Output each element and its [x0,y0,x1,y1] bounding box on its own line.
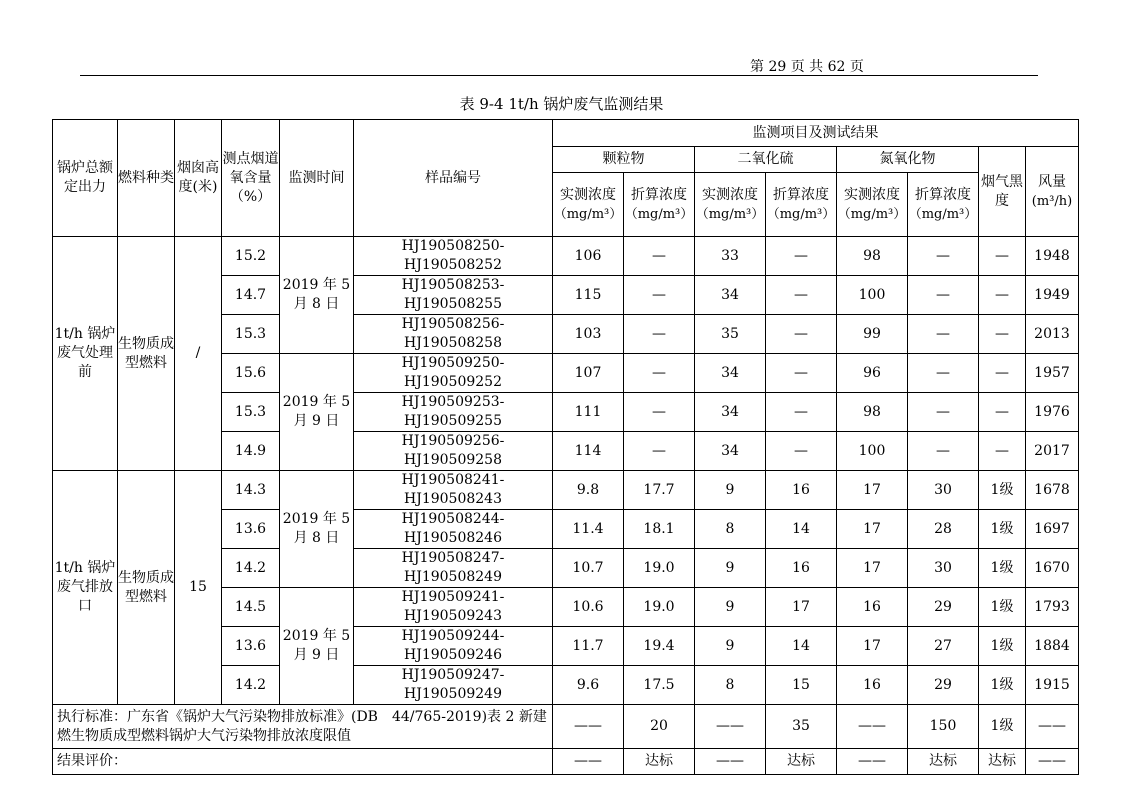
nox-measured-cell: 100 [837,276,908,315]
so2-converted-cell: 14 [766,627,837,666]
oxygen-cell: 14.3 [222,471,280,510]
sample-id-cell: HJ190508250- HJ190508252 [354,237,553,276]
standard-pm-converted: 20 [624,705,695,749]
smoke-blackness-cell: — [979,237,1026,276]
standard-air-volume: —— [1026,705,1079,749]
header-pm-measured: 实测浓度 （mg/m³） [553,173,624,237]
nox-converted-cell: 30 [908,549,979,588]
smoke-blackness-cell: 1级 [979,549,1026,588]
nox-measured-cell: 17 [837,627,908,666]
so2-converted-cell: — [766,354,837,393]
stack-height-cell: / [175,237,222,471]
air-volume-cell: 1697 [1026,510,1079,549]
oxygen-cell: 14.9 [222,432,280,471]
oxygen-cell: 15.6 [222,354,280,393]
sample-id-cell: HJ190508241- HJ190508243 [354,471,553,510]
header-nox-converted: 折算浓度 （mg/m³） [908,173,979,237]
monitor-date-cell: 2019 年 5 月 9 日 [280,588,354,705]
so2-converted-cell: — [766,315,837,354]
pm-converted-cell: 19.4 [624,627,695,666]
so2-measured-cell: 34 [695,276,766,315]
oxygen-cell: 13.6 [222,627,280,666]
so2-measured-cell: 9 [695,588,766,627]
standard-nox-measured: —— [837,705,908,749]
smoke-blackness-cell: — [979,276,1026,315]
oxygen-cell: 14.2 [222,549,280,588]
header-fuel-type: 燃料种类 [118,120,175,237]
air-volume-label: 风量 [1038,173,1066,190]
pm-converted-cell: — [624,315,695,354]
so2-converted-cell: — [766,237,837,276]
air-volume-cell: 1949 [1026,276,1079,315]
so2-measured-cell: 34 [695,432,766,471]
sample-id-cell: HJ190508253- HJ190508255 [354,276,553,315]
nox-converted-cell: 29 [908,588,979,627]
air-volume-cell: 1915 [1026,666,1079,705]
air-volume-cell: 1793 [1026,588,1079,627]
header-stack-height: 烟囱高度(米) [175,120,222,237]
evaluation-air-volume: —— [1026,749,1079,775]
sample-id-cell: HJ190509247- HJ190509249 [354,666,553,705]
evaluation-label: 结果评价： [53,749,553,775]
pm-measured-cell: 111 [553,393,624,432]
header-particulate: 颗粒物 [553,147,695,173]
pm-measured-cell: 103 [553,315,624,354]
table-row [53,237,1079,276]
pm-converted-cell: — [624,393,695,432]
pm-measured-cell: 107 [553,354,624,393]
header-items-results: 监测项目及测试结果 [553,120,1079,147]
sample-id-cell: HJ190509253- HJ190509255 [354,393,553,432]
header-so2-converted: 折算浓度 （mg/m³） [766,173,837,237]
oxygen-cell: 14.2 [222,666,280,705]
header-so2: 二氧化硫 [695,147,837,173]
pm-measured-cell: 9.8 [553,471,624,510]
header-nox-measured: 实测浓度 （mg/m³） [837,173,908,237]
so2-measured-cell: 9 [695,627,766,666]
so2-converted-cell: — [766,432,837,471]
header-monitor-time: 监测时间 [280,120,354,237]
location-cell: 1t/h 锅炉废气排放口 [53,471,118,705]
standard-label: 执行标准：广东省《锅炉大气污染物排放标准》(DB 44/765-2019)表 2 新建燃生物质成型燃料锅炉大气污染物排放浓度限值 [53,705,553,749]
smoke-blackness-cell: 1级 [979,588,1026,627]
standard-so2-measured: —— [695,705,766,749]
air-volume-cell: 1884 [1026,627,1079,666]
pm-converted-cell: 19.0 [624,549,695,588]
so2-converted-cell: 16 [766,471,837,510]
pm-measured-cell: 10.7 [553,549,624,588]
header-nox: 氮氧化物 [837,147,979,173]
stack-height-cell: 15 [175,471,222,705]
nox-converted-cell: — [908,432,979,471]
nox-measured-cell: 16 [837,588,908,627]
monitor-date-cell: 2019 年 5 月 8 日 [280,471,354,588]
pm-measured-cell: 9.6 [553,666,624,705]
pm-converted-cell: 19.0 [624,588,695,627]
nox-converted-cell: 29 [908,666,979,705]
air-volume-cell: 2013 [1026,315,1079,354]
standard-nox-converted: 150 [908,705,979,749]
air-volume-cell: 1670 [1026,549,1079,588]
pm-converted-cell: — [624,432,695,471]
nox-converted-cell: — [908,315,979,354]
evaluation-nox-converted: 达标 [908,749,979,775]
header-air-volume [1026,147,1079,237]
evaluation-so2-converted: 达标 [766,749,837,775]
nox-converted-cell: — [908,393,979,432]
header-so2-measured: 实测浓度 （mg/m³） [695,173,766,237]
pm-measured-cell: 114 [553,432,624,471]
evaluation-so2-measured: —— [695,749,766,775]
pm-measured-cell: 11.7 [553,627,624,666]
nox-measured-cell: 99 [837,315,908,354]
so2-converted-cell: — [766,276,837,315]
smoke-blackness-cell: — [979,354,1026,393]
pm-converted-cell: 17.5 [624,666,695,705]
pm-converted-cell: — [624,237,695,276]
nox-measured-cell: 16 [837,666,908,705]
air-volume-cell: 1948 [1026,237,1079,276]
standard-pm-measured: —— [553,705,624,749]
so2-measured-cell: 9 [695,471,766,510]
nox-measured-cell: 98 [837,393,908,432]
pm-converted-cell: 18.1 [624,510,695,549]
so2-measured-cell: 8 [695,666,766,705]
smoke-blackness-cell: — [979,432,1026,471]
smoke-blackness-cell: — [979,315,1026,354]
evaluation-pm-converted: 达标 [624,749,695,775]
header-divider [80,75,1038,76]
nox-converted-cell: — [908,237,979,276]
sample-id-cell: HJ190509250- HJ190509252 [354,354,553,393]
so2-measured-cell: 8 [695,510,766,549]
header-oxygen: 测点烟道氧含量（%） [222,120,280,237]
air-volume-cell: 2017 [1026,432,1079,471]
so2-measured-cell: 34 [695,354,766,393]
monitor-date-cell: 2019 年 5 月 8 日 [280,237,354,354]
sample-id-cell: HJ190509241- HJ190509243 [354,588,553,627]
nox-converted-cell: 30 [908,471,979,510]
oxygen-cell: 15.3 [222,393,280,432]
oxygen-cell: 13.6 [222,510,280,549]
monitor-date-cell: 2019 年 5 月 9 日 [280,354,354,471]
oxygen-cell: 15.3 [222,315,280,354]
nox-measured-cell: 17 [837,471,908,510]
page-number: 第 29 页 共 62 页 [750,59,864,75]
so2-converted-cell: 15 [766,666,837,705]
nox-converted-cell: — [908,354,979,393]
oxygen-cell: 15.2 [222,237,280,276]
pm-converted-cell: 17.7 [624,471,695,510]
fuel-cell: 生物质成型燃料 [118,471,175,705]
air-volume-unit: (m³/h) [1031,193,1073,209]
pm-converted-cell: — [624,276,695,315]
header-pm-converted: 折算浓度 （mg/m³） [624,173,695,237]
fuel-cell: 生物质成型燃料 [118,237,175,471]
evaluation-smoke-blackness: 达标 [979,749,1026,775]
nox-converted-cell: 28 [908,510,979,549]
location-cell: 1t/h 锅炉废气处理前 [53,237,118,471]
table-caption: 表 9-4 1t/h 锅炉废气监测结果 [459,95,664,113]
nox-measured-cell: 100 [837,432,908,471]
nox-converted-cell: 27 [908,627,979,666]
pm-measured-cell: 106 [553,237,624,276]
monitoring-results-table [52,119,1079,775]
oxygen-cell: 14.7 [222,276,280,315]
so2-converted-cell: 16 [766,549,837,588]
standard-so2-converted: 35 [766,705,837,749]
so2-measured-cell: 33 [695,237,766,276]
smoke-blackness-cell: 1级 [979,666,1026,705]
standard-smoke-blackness: 1级 [979,705,1026,749]
header-boiler-capacity: 锅炉总额定出力 [53,120,118,237]
sample-id-cell: HJ190509244- HJ190509246 [354,627,553,666]
evaluation-nox-measured: —— [837,749,908,775]
smoke-blackness-cell: 1级 [979,510,1026,549]
so2-converted-cell: 14 [766,510,837,549]
so2-measured-cell: 34 [695,393,766,432]
table-row [53,471,1079,510]
header-sample-id: 样品编号 [354,120,553,237]
smoke-blackness-cell: 1级 [979,627,1026,666]
air-volume-cell: 1976 [1026,393,1079,432]
evaluation-pm-measured: —— [553,749,624,775]
sample-id-cell: HJ190509256- HJ190509258 [354,432,553,471]
sample-id-cell: HJ190508244- HJ190508246 [354,510,553,549]
smoke-blackness-cell: — [979,393,1026,432]
nox-measured-cell: 17 [837,510,908,549]
so2-measured-cell: 9 [695,549,766,588]
air-volume-cell: 1678 [1026,471,1079,510]
pm-measured-cell: 115 [553,276,624,315]
pm-measured-cell: 11.4 [553,510,624,549]
so2-measured-cell: 35 [695,315,766,354]
nox-measured-cell: 17 [837,549,908,588]
so2-converted-cell: — [766,393,837,432]
air-volume-cell: 1957 [1026,354,1079,393]
header-smoke-blackness: 烟气黑度 [979,147,1026,237]
nox-measured-cell: 96 [837,354,908,393]
nox-measured-cell: 98 [837,237,908,276]
smoke-blackness-cell: 1级 [979,471,1026,510]
sample-id-cell: HJ190508247- HJ190508249 [354,549,553,588]
oxygen-cell: 14.5 [222,588,280,627]
sample-id-cell: HJ190508256- HJ190508258 [354,315,553,354]
nox-converted-cell: — [908,276,979,315]
so2-converted-cell: 17 [766,588,837,627]
pm-converted-cell: — [624,354,695,393]
pm-measured-cell: 10.6 [553,588,624,627]
